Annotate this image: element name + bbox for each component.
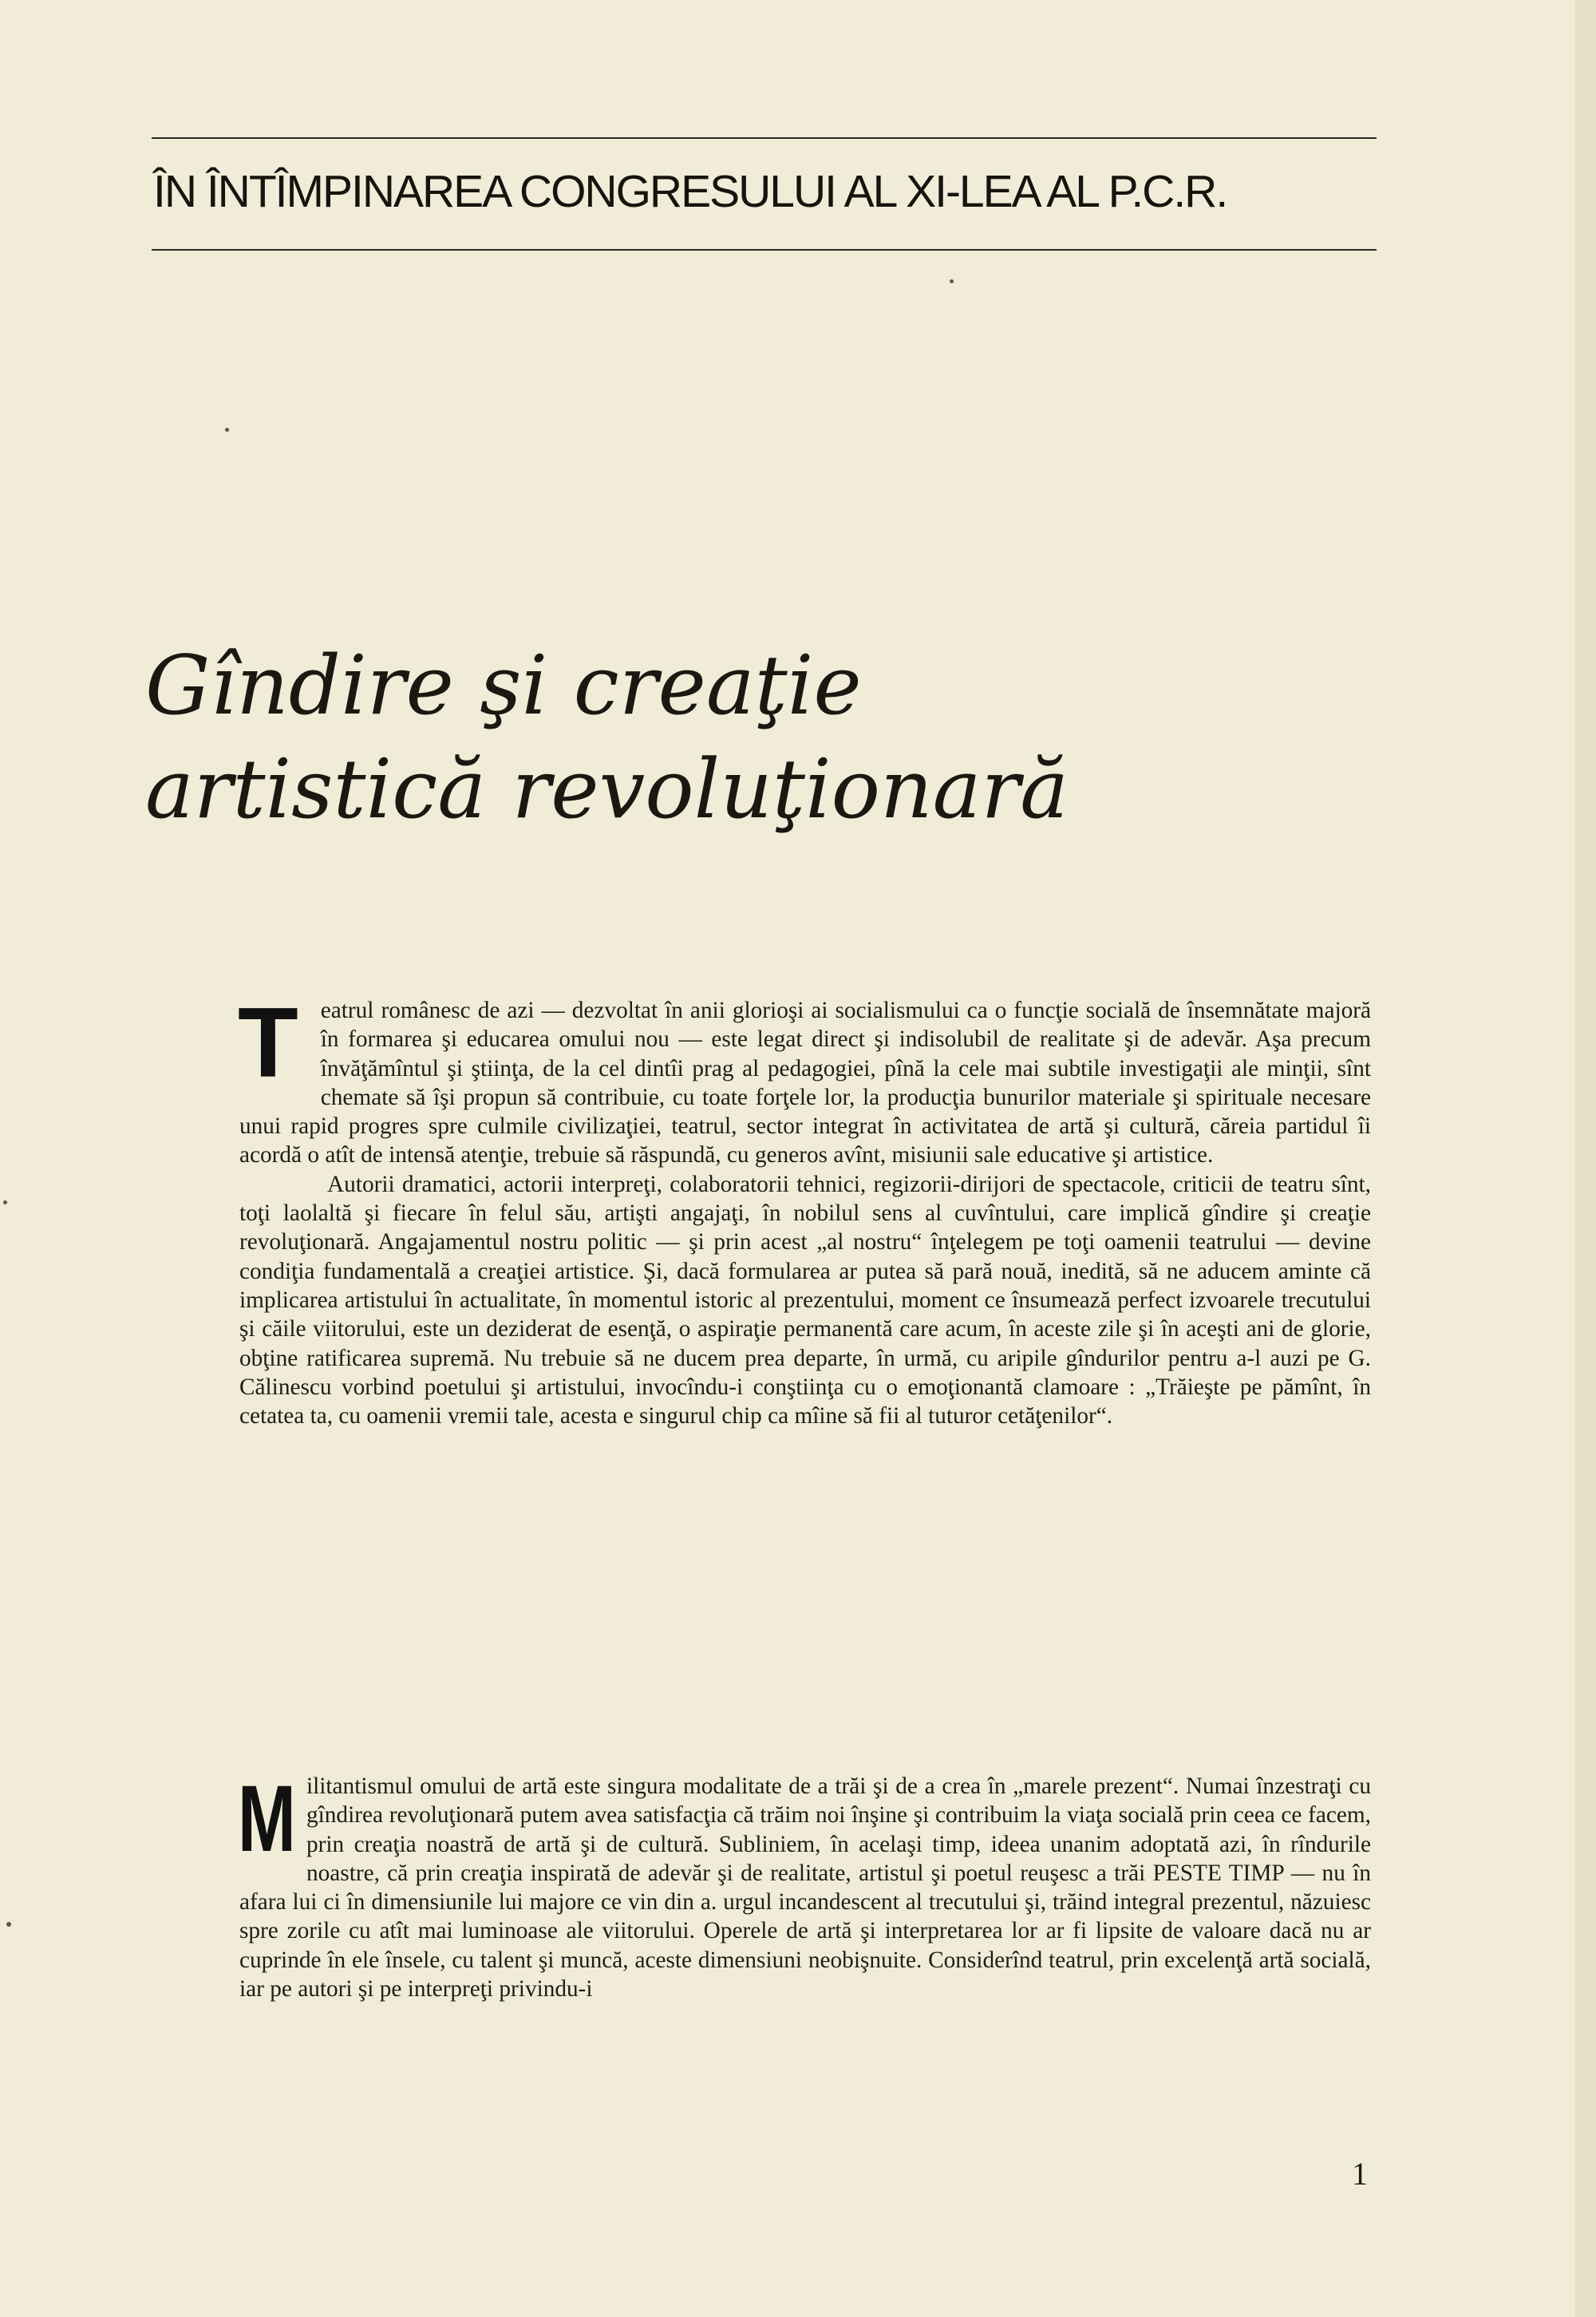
- paragraph-1: eatrul românesc de azi — dezvoltat în anii glorioşi ai socialismului ca o funcţie socială de însemnătate majoră în formarea şi educarea omului nou — este legat direct şi indisolubil de realitate şi de adevăr. Aşa precum învăţămîntul şi ştiinţa, de la cel dintîi prag al pedagogiei, pînă la cele mai subtile investigaţii ale minţii, sînt chemate să îşi propun să contribuie, cu toate forţele lor, la producţia bunurilor materiale şi spirituale necesare unui rapid progres spre culmile civilizaţiei, teatrul, sector integrat în activitatea de artă şi cultură, căreia partidul îi acordă o atît de intensă atenţie, trebuie să răspundă, cu generos avînt, misiunii sale educative şi artistice.: [239, 998, 1371, 1168]
- print-speck: [3, 1200, 7, 1204]
- page-number: 1: [1352, 2156, 1368, 2192]
- article-title-line-2: artistică revoluţionară: [145, 742, 1069, 837]
- article-section-1: [238, 988, 1371, 1430]
- article-section-2: [238, 1766, 1371, 2003]
- page-edge: [1575, 0, 1596, 2317]
- paragraph-3: ilitantismul omului de artă este singura modalitate de a trăi şi de a crea în „marele prezent“. Numai înzestraţi cu gîndirea revoluţionară putem avea satisfacţia că trăim noi înşine şi contribuim la viaţa socială prin ceea ce facem, prin creaţia noastră de artă şi de cultură. Subliniem, în acelaşi timp, ideea unanim adoptată azi, în rîndurile noastre, că prin creaţia inspirată de adevăr şi de realitate, artistul şi poetul reuşesc a trăi PESTE TIMP — nu în afara lui ci în dimensiunile lui majore ce vin din a. urgul incandescent al trecutului şi, trăind integral prezentul, năzuiesc spre zorile cu atît mai luminoase ale viitorului. Operele de artă şi interpretarea lor ar fi lipsite de valoare dacă nu ar cuprinde în ele însele, cu talent şi muncă, aceste dimensiuni neobişnuite. Considerînd teatrul, prin excelenţă artă socială, iar pe autori şi pe interpreţi privindu-i: [239, 1773, 1371, 2003]
- print-speck: [950, 279, 954, 283]
- drop-cap-t: T: [238, 988, 298, 1098]
- article-title-line-1: Gîndire şi creaţie: [145, 639, 862, 733]
- print-speck: [225, 428, 229, 432]
- section-header: ÎN ÎNTÎMPINAREA CONGRESULUI AL XI-LEA AL P.C.R.: [153, 166, 1227, 217]
- print-speck: [6, 1922, 11, 1927]
- header-top-rule: [152, 137, 1377, 139]
- paragraph-2: Autorii dramatici, actorii interpreţi, colaboratorii tehnici, regizorii-dirijori de spectacole, criticii de teatru sînt, toţi laolaltă şi fiecare în felul său, artişti angajaţi, în nobilul sens al cuvîntului, care implică gîndire şi creaţie revoluţionară. Angajamentul nostru politic — şi prin acest „al nostru“ înţelegem pe toţi oamenii teatrului — devine condiţia fundamentală a creaţiei artistice. Şi, dacă formularea ar putea să pară nouă, inedită, să ne aducem aminte că implicarea artistului în actualitate, în momentul istoric al prezentului, moment ce însumează perfect izvoarele trecutului şi căile viitorului, este un deziderat de esenţă, o aspiraţie permanentă care acum, în aceste zile şi în aceşti ani de glorie, obţine ratificarea supremă. Nu trebuie să ne ducem prea departe, în urmă, cu aripile gîndurilor pentru a-l auzi pe G. Călinescu vorbind poetului şi artistului, invocîndu-i conştiinţa cu o emoţionantă clamoare : „Trăieşte pe pămînt, în cetatea ta, cu oamenii vremii tale, acesta e singurul chip ca mîine să fii al tuturor cetăţenilor“.: [239, 1171, 1371, 1429]
- drop-cap-m: M: [238, 1766, 296, 1872]
- header-bottom-rule: [152, 249, 1377, 251]
